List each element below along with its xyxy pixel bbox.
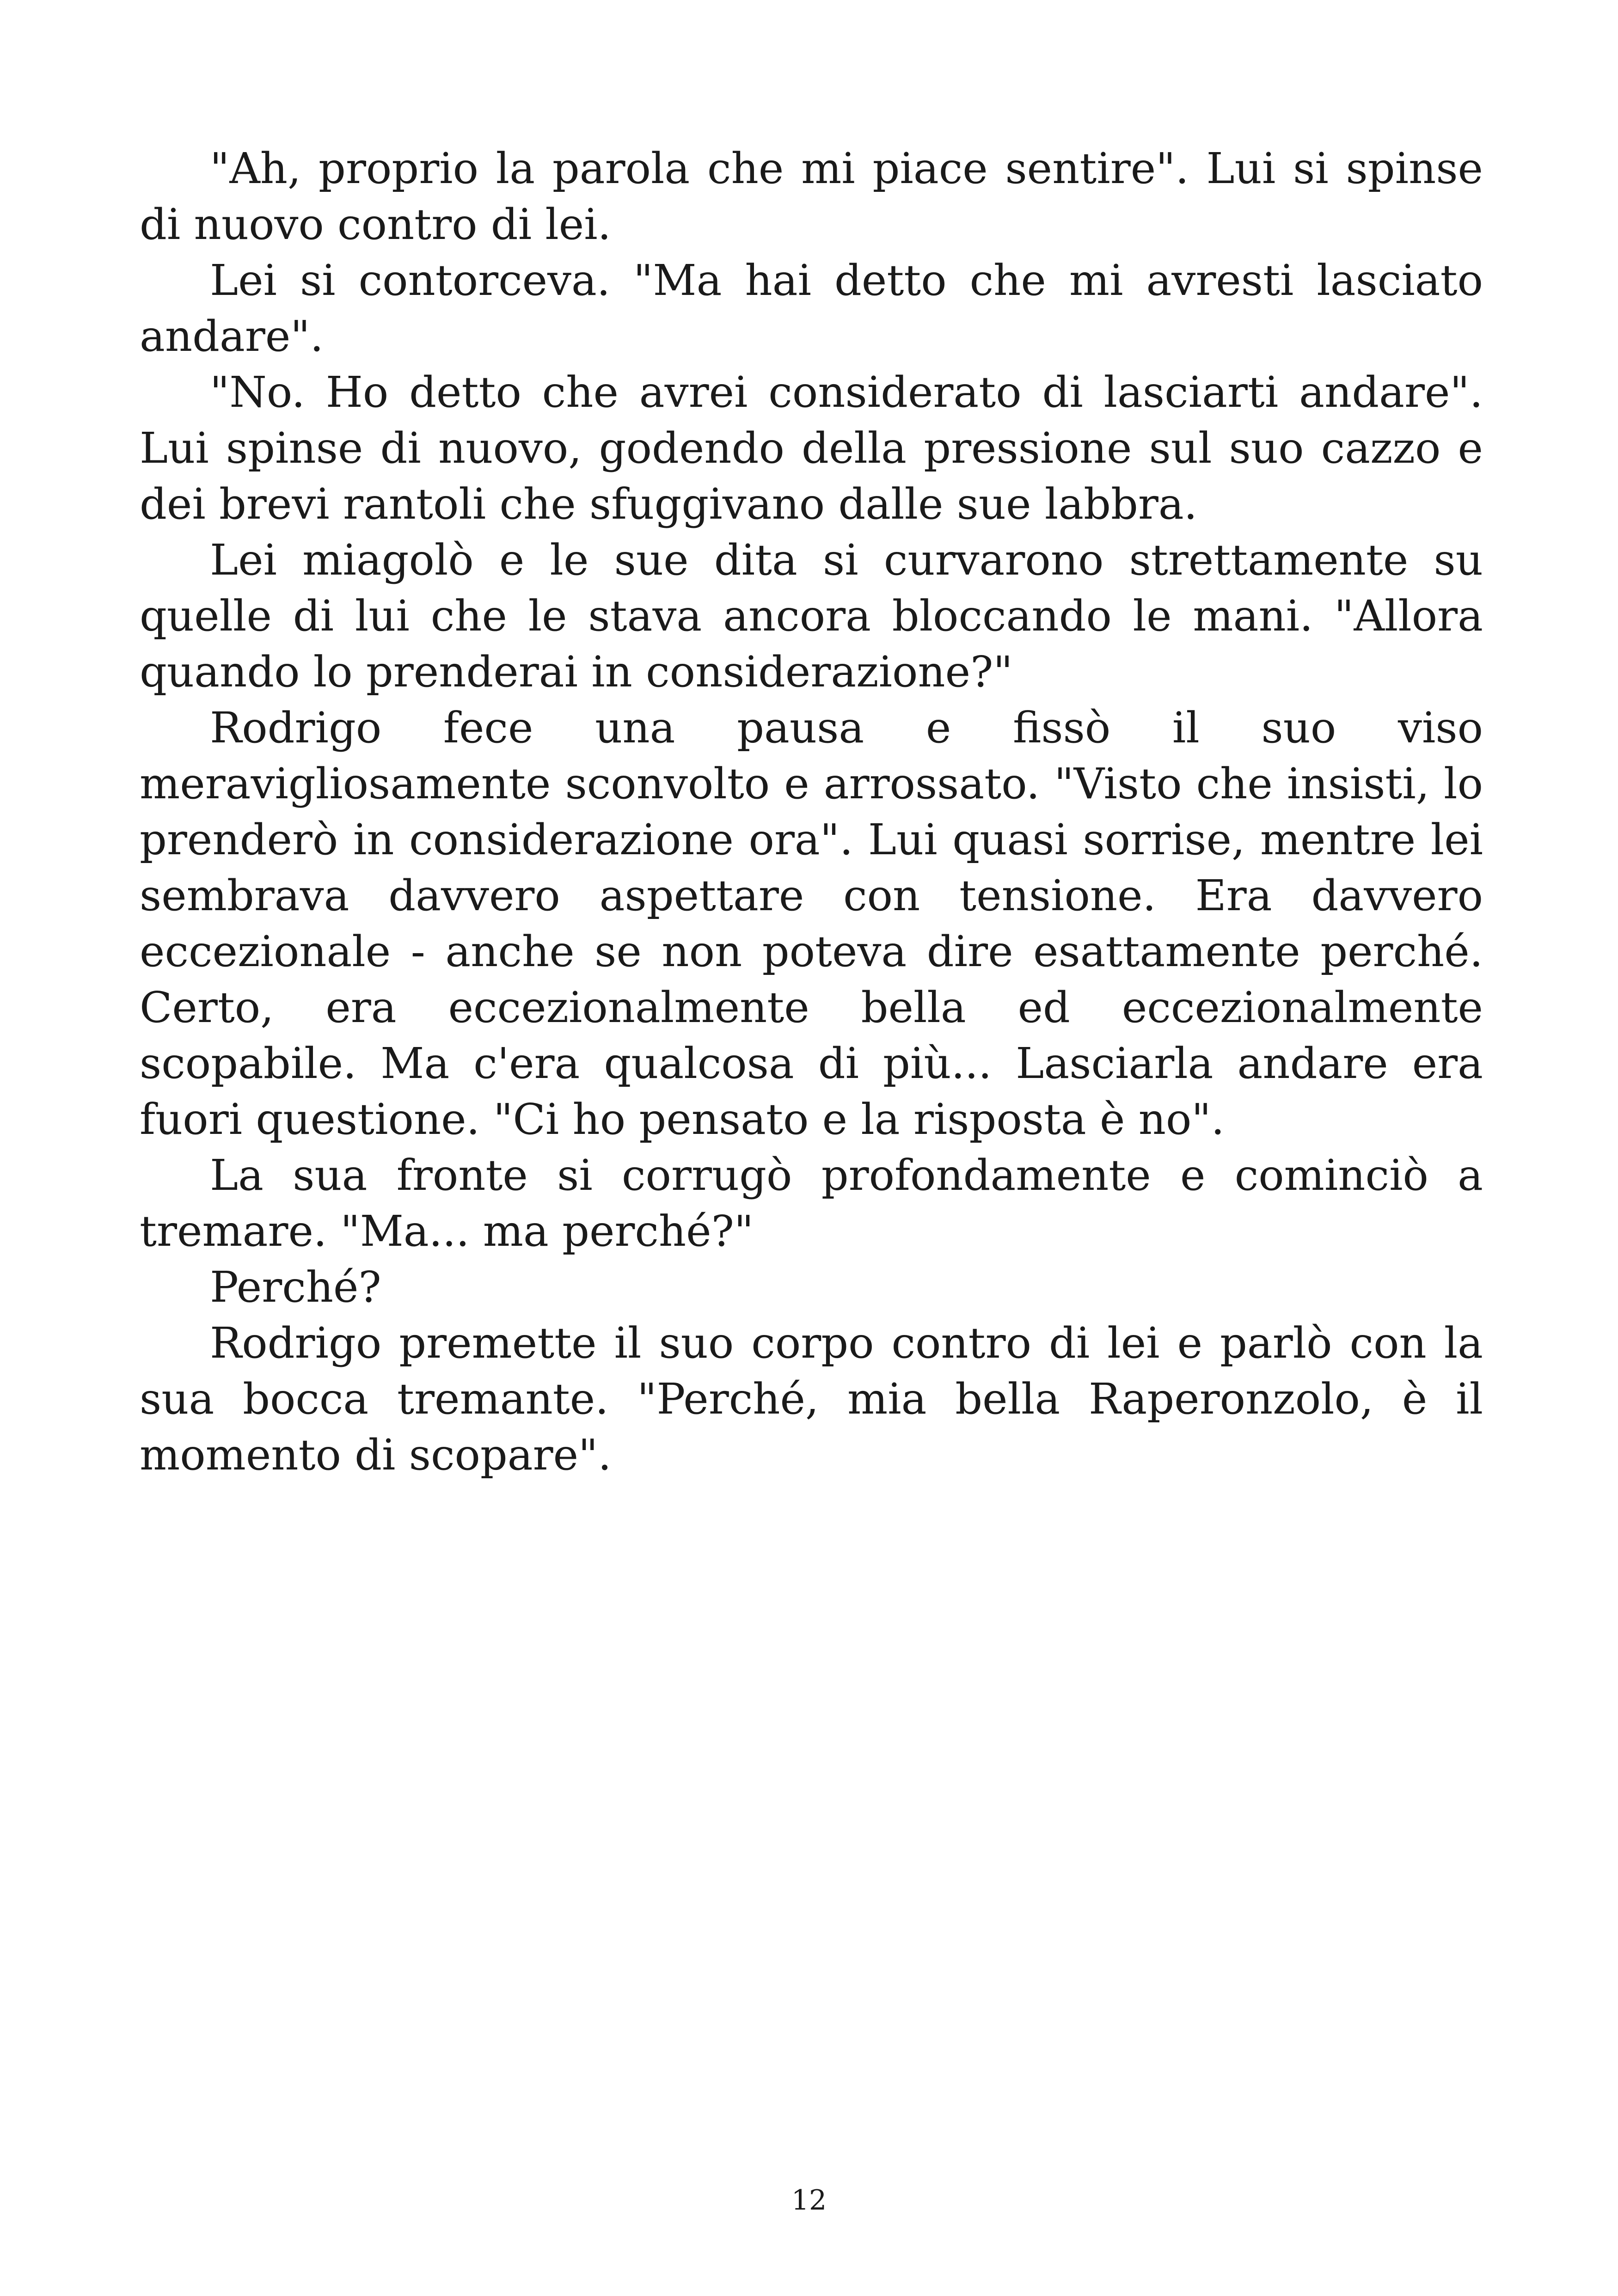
paragraph: Rodrigo premette il suo corpo contro di lei e parlò con la sua bocca tremante. "Perché, mia bella Raperonzolo, è il momento di scopare".: [140, 1318, 1483, 1480]
paragraph: Lei si contorceva. "Ma hai detto che mi avresti lasciato andare".: [140, 256, 1483, 361]
paragraph: Perché?: [210, 1262, 381, 1312]
paragraph: "No. Ho detto che avrei considerato di lasciarti andare". Lui spinse di nuovo, godendo della pressione sul suo cazzo e dei brevi rantoli che sfuggivano dalle sue labbra.: [140, 367, 1483, 529]
page-number: 12: [791, 2184, 827, 2216]
paragraph: "Ah, proprio la parola che mi piace sentire". Lui si spinse di nuovo contro di lei.: [140, 144, 1483, 249]
paragraph: La sua fronte si corrugò profondamente e cominciò a tremare. "Ma... ma perché?": [140, 1151, 1483, 1256]
body-text: [140, 141, 1483, 1483]
paragraph: Lei miagolò e le sue dita si curvarono strettamente su quelle di lui che le stava ancora bloccando le mani. "Allora quando lo prenderai in considerazione?": [140, 535, 1483, 697]
paragraph: Rodrigo fece una pausa e fissò il suo viso meravigliosamente sconvolto e arrossato. "Visto che insisti, lo prenderò in considerazione ora". Lui quasi sorrise, mentre lei sembrava davvero aspettare con tensione. Era davvero eccezionale - anche se non poteva dire esattamente perché. Certo, era eccezionalmente bella ed eccezionalmente scopabile. Ma c'era qualcosa di più... Lasciarla andare era fuori questione. "Ci ho pensato e la risposta è no".: [140, 703, 1483, 1144]
